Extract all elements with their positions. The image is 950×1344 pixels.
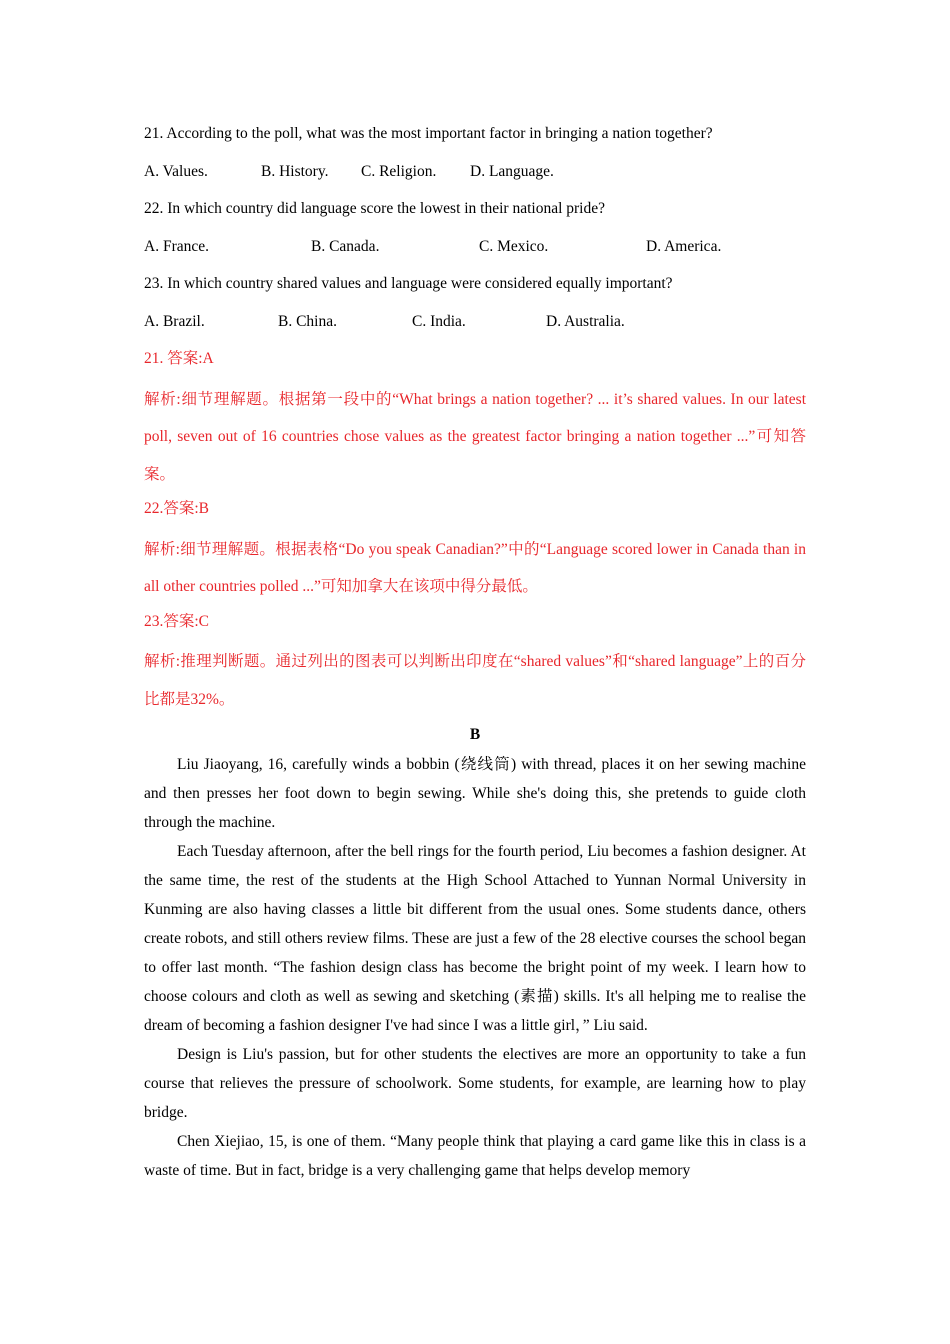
passage-paragraph-2: Each Tuesday afternoon, after the bell rings for the fourth period, Liu becomes a fashion designer. At the same time, the rest of the students at the High School Attached to Yunnan Normal University in Kunming are also having classes a little bit different from the usual ones. Some students dance, others create robots, and still others review films. These are just a few of the 28 elective courses the school began to offer last month. “The fashion design class has become the bright point of my week. I learn how to choose colours and cloth as well as sewing and sketching (素描) skills. It's all helping me to realise the dream of becoming a fashion designer I've had since I was a little girl，” Liu said. — [144, 843, 806, 1034]
passage-paragraph-3: Design is Liu's passion, but for other students the electives are more an opportunity to take a fun course that relieves the pressure of schoolwork. Some students, for example, are learning how to play bridge. — [144, 1046, 806, 1121]
option-a: A. Brazil. — [144, 312, 205, 330]
question-22-options — [144, 231, 806, 269]
answer-23-explanation: 解析:推理判断题。通过列出的图表可以判断出印度在“shared values”和“shared language”上的百分比都是32%。 — [144, 653, 806, 708]
answer-23-label: 23.答案:C — [144, 612, 210, 630]
question-21-stem: 21. According to the poll, what was the most important factor in bringing a nation together? — [144, 125, 713, 142]
question-23-stem: 23. In which country shared values and language were considered equally important? — [144, 275, 673, 292]
answer-22-explanation: 解析:细节理解题。根据表格“Do you speak Canadian?”中的“Language scored lower in Canada than in all other countries polled ...”可知加拿大在该项中得分最低。 — [144, 540, 806, 595]
option-a: A. France. — [144, 237, 209, 255]
answer-22-label: 22.答案:B — [144, 500, 210, 517]
option-d: D. America. — [646, 237, 722, 255]
passage-paragraph-4: Chen Xiejiao, 15, is one of them. “Many people think that playing a card game like this in class is a waste of time. But in fact, bridge is a very challenging game that helps develop memory — [144, 1133, 806, 1179]
option-d: D. Australia. — [546, 312, 625, 330]
document-page — [144, 118, 806, 1185]
passage-paragraph-1: Liu Jiaoyang, 16, carefully winds a bobbin (绕线筒) with thread, places it on her sewing machine and then presses her foot down to begin sewing. While she's doing this, she pretends to guide cloth through the machine. — [144, 756, 806, 831]
option-a: A. Values. — [144, 162, 208, 180]
section-heading: B — [469, 726, 481, 743]
question-22-stem: 22. In which country did language score the lowest in their national pride? — [144, 200, 605, 217]
question-23-options — [144, 306, 806, 344]
option-b: B. Canada. — [311, 237, 380, 255]
answer-21-label: 21. 答案:A — [144, 350, 214, 367]
question-21-options — [144, 156, 806, 194]
option-d: D. Language. — [470, 162, 554, 180]
option-b: B. China. — [278, 312, 337, 330]
option-b: B. History. — [261, 162, 329, 180]
option-c: C. India. — [412, 312, 466, 330]
answer-21-explanation: 解析:细节理解题。根据第一段中的“What brings a nation together? ... it’s shared values. In our latest poll, seven out of 16 countries chose values as the greatest factor bringing a nation together ...”可知答案。 — [144, 390, 806, 483]
option-c: C. Religion. — [361, 162, 437, 180]
option-c: C. Mexico. — [479, 237, 549, 255]
